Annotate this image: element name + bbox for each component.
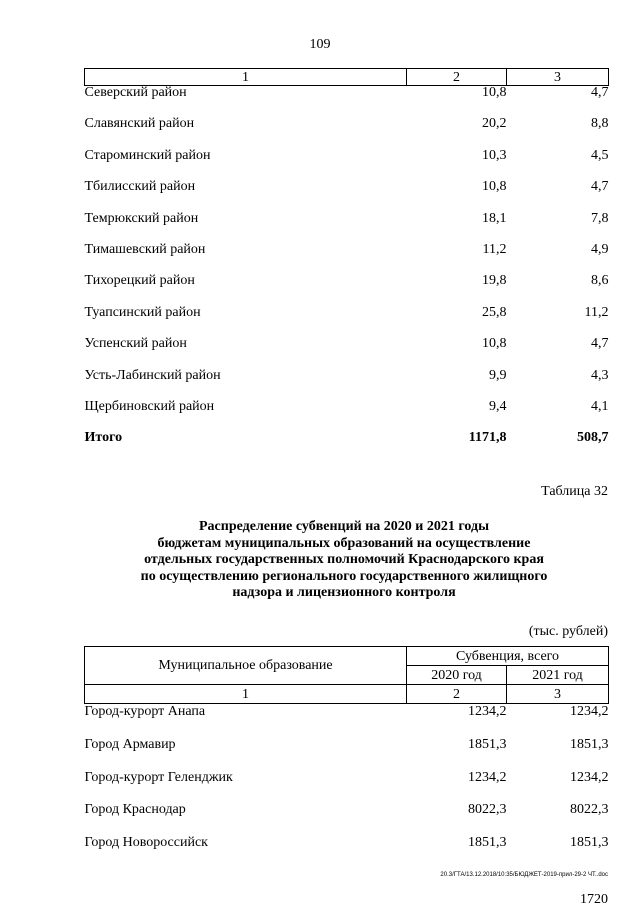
table-row: [85, 243, 609, 274]
table-row: [85, 212, 609, 243]
value-2020: 19,8: [482, 273, 507, 289]
col-number-1: 1: [85, 685, 407, 704]
municipality-name: Усть-Лабинский район: [84, 367, 221, 383]
municipality-name: Тбилисский район: [84, 179, 196, 195]
table-row: [85, 337, 609, 368]
table-row: [85, 704, 609, 737]
table-row: [85, 802, 609, 835]
header-year-2021: 2021 год: [507, 666, 609, 685]
value-2020: 1234,2: [468, 769, 507, 785]
value-2020: 10,8: [482, 336, 507, 352]
column-number-row: [85, 69, 609, 86]
page-number: 109: [309, 37, 331, 52]
value-2020: 10,3: [482, 147, 507, 163]
title-line: по осуществлению регионального государственного жилищного: [140, 568, 548, 584]
value-2021: 4,7: [591, 85, 609, 100]
municipality-name: Город-курорт Анапа: [84, 704, 206, 719]
value-2020: 9,4: [489, 398, 507, 414]
table-label: Таблица 32: [541, 484, 608, 499]
municipality-name: Туапсинский район: [84, 304, 201, 320]
value-2021: 4,3: [591, 367, 609, 383]
value-2020: 9,9: [489, 367, 507, 383]
municipality-name: Город Армавир: [84, 736, 176, 752]
col-number-3: 3: [507, 69, 609, 86]
col-number-2: 2: [407, 685, 507, 704]
table-title: [80, 519, 608, 602]
value-2021: 4,9: [591, 241, 609, 257]
value-2021: 11,2: [584, 304, 609, 320]
value-2020: 10,8: [482, 85, 507, 100]
units-note: (тыс. рублей): [528, 624, 608, 639]
header-year-2020: 2020 год: [407, 666, 507, 685]
col-number-1: 1: [85, 69, 407, 86]
col-number-2: 2: [407, 69, 507, 86]
municipality-name: Город Краснодар: [84, 802, 186, 818]
municipality-name: Славянский район: [84, 116, 195, 132]
table-row: [85, 274, 609, 305]
total-label: Итого: [84, 430, 123, 446]
municipality-name: Щербиновский район: [84, 398, 215, 414]
value-2021: 8022,3: [570, 802, 609, 818]
value-2020: 11,2: [482, 241, 507, 257]
total-2021: 508,7: [577, 430, 609, 446]
value-2020: 25,8: [482, 304, 507, 320]
municipality-name: Тимашевский район: [84, 241, 206, 257]
title-line: отдельных государственных полномочий Краснодарского края: [144, 552, 544, 567]
subvention-table-32: [84, 646, 609, 868]
header-subvention-total: Субвенция, всего: [407, 647, 609, 666]
subvention-table-continued: [84, 68, 609, 463]
title-line: бюджетам муниципальных образований на осуществление: [157, 535, 531, 551]
value-2021: 4,1: [591, 398, 609, 414]
value-2020: 20,2: [482, 116, 507, 132]
municipality-name: Северский район: [84, 85, 187, 100]
table-row: [85, 835, 609, 868]
value-2021: 4,7: [591, 336, 609, 352]
table-row: [85, 369, 609, 400]
title-line: Распределение субвенций на 2020 и 2021 годы: [199, 519, 489, 534]
value-2020: 10,8: [482, 179, 507, 195]
value-2021: 4,7: [591, 179, 609, 195]
municipality-name: Темрюкский район: [84, 210, 199, 226]
table-row: [85, 737, 609, 770]
value-2020: 8022,3: [468, 802, 507, 818]
title-line: надзора и лицензионного контроля: [232, 585, 456, 600]
value-2021: 4,5: [591, 147, 609, 163]
header-municipality: Муниципальное образование: [85, 647, 407, 685]
municipality-name: Город-курорт Геленджик: [84, 769, 233, 785]
bottom-page-number: 1720: [580, 892, 608, 907]
municipality-name: Город Новороссийск: [84, 835, 208, 851]
value-2021: 1851,3: [570, 736, 609, 752]
total-2020: 1171,8: [468, 430, 507, 446]
value-2021: 1234,2: [570, 704, 609, 719]
table-row: [85, 400, 609, 431]
value-2021: 8,8: [591, 116, 609, 132]
value-2020: 1234,2: [468, 704, 507, 719]
file-path-footer: 20.3/ГТА/13.12.2018/10:35/БЮДЖЕТ-2019-прил-29-2 ЧТ..doc: [440, 872, 608, 878]
value-2021: 7,8: [591, 210, 609, 226]
municipality-name: Успенский район: [84, 336, 187, 352]
value-2020: 1851,3: [468, 835, 507, 851]
table-row: [85, 86, 609, 118]
col-number-3: 3: [507, 685, 609, 704]
value-2020: 1851,3: [468, 736, 507, 752]
value-2021: 1234,2: [570, 769, 609, 785]
value-2021: 1851,3: [570, 835, 609, 851]
column-number-row: [85, 685, 609, 704]
value-2021: 8,6: [591, 273, 609, 289]
total-row: [85, 431, 609, 462]
table-row: [85, 117, 609, 148]
table-row: [85, 180, 609, 211]
municipality-name: Староминский район: [84, 147, 211, 163]
municipality-name: Тихорецкий район: [84, 273, 195, 289]
value-2020: 18,1: [482, 210, 507, 226]
table-row: [85, 770, 609, 803]
table-row: [85, 149, 609, 180]
table-row: [85, 306, 609, 337]
